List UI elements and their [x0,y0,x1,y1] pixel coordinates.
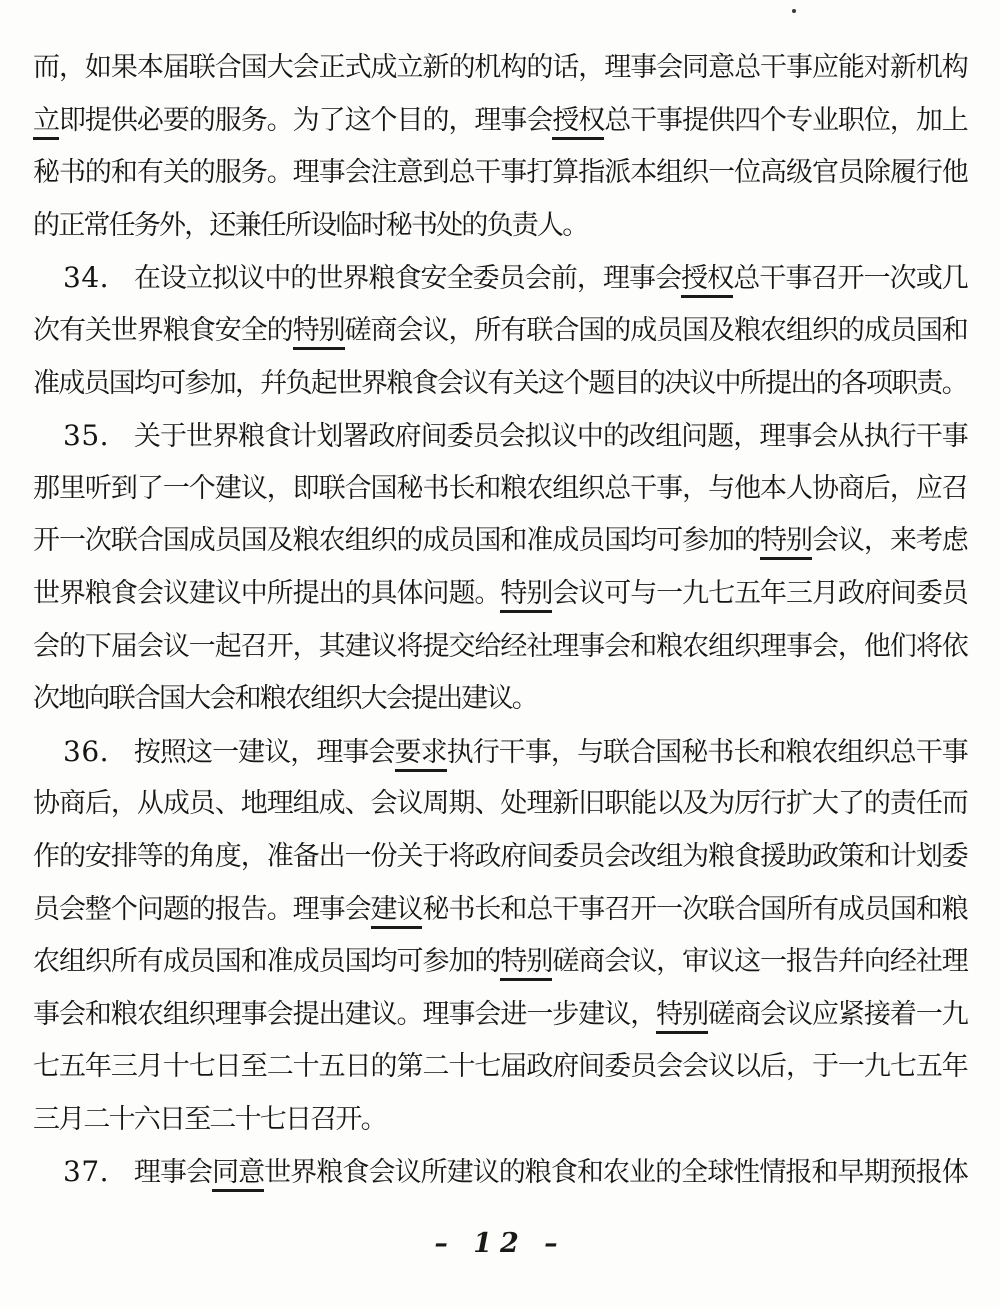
underlined-text: 特别 [293,315,345,350]
text-line [33,884,967,937]
underlined-text: 特别 [500,946,552,981]
paragraph-number: 37. [63,1155,110,1189]
text-segment: 关于世界粮食计划署政府间委员会拟议中的改组问题，理事会从执行干事 [133,421,967,453]
text-line [33,1041,967,1094]
text-segment: 会议可与一九七五年三月政府间委员 [552,577,967,609]
text-segment: 的正常任务外，还兼任所设临时秘书处的负责人。 [33,209,588,241]
text-segment: 协商后，从成员、地理组成、会议周期、处理新旧职能以及为厉行扩大了的责任而 [33,788,967,820]
underlined-text: 特别 [500,578,552,613]
text-line [33,831,967,884]
page-number: – 12 – [434,1228,566,1259]
text-line [33,358,967,411]
text-segment: 而，如果本届联合国大会正式成立新的机构的话，理事会同意总干事应能对新机构 [33,52,967,83]
text-line [33,305,967,358]
text-segment: 磋商会议应紧接着一九 [708,998,967,1030]
text-line [33,778,967,831]
underlined-text: 立 [33,105,59,140]
underlined-text: 特别 [760,525,812,560]
text-segment: 事会和粮农组织理事会提出建议。理事会进一步建议， [33,998,657,1030]
text-line [33,200,967,253]
text-segment: 理事会 [133,1157,213,1189]
text-segment: 世界粮食会议所建议的粮食和农业的全球性情报和早期预报体 [264,1157,967,1189]
text-segment: 秘书长和总干事召开一次联合国所有成员国和粮 [422,893,967,925]
text-line [33,936,967,989]
underlined-text: 特别 [656,999,708,1034]
text-line [33,673,967,726]
text-segment: 执行干事，与联合国秘书长和粮农组织总干事 [446,736,968,768]
scan-artifact-dot [792,9,796,13]
text-segment: 次有关世界粮食安全的 [33,314,293,346]
text-line [33,989,967,1042]
text-segment: 次地向联合国大会和粮农组织大会提出建议。 [33,683,537,715]
text-segment: 磋商会议，审议这一报告幷向经社理 [552,946,967,978]
underlined-text: 建议 [371,894,423,929]
underlined-text: 授权 [681,263,733,298]
text-line [33,95,967,148]
text-segment: 农组织所有成员国和准成员国均可参加的 [33,946,501,978]
underlined-text: 授权 [552,105,604,140]
document-text [33,42,967,1199]
text-line [33,568,967,621]
text-line [33,621,967,674]
text-segment: 磋商会议，所有联合国的成员国及粮农组织的成员国和 [344,314,967,346]
text-segment: 员会整个问题的报告。理事会 [33,893,371,925]
text-line [33,252,967,305]
text-segment: 作的安排等的角度，准备出一份关于将政府间委员会改组为粮食援助政策和计划委 [33,840,967,872]
text-segment: 秘书的和有关的服务。理事会注意到总干事打算指派本组织一位高级官员除履行他 [33,157,967,189]
text-line [33,42,967,95]
text-segment: 会的下届会议一起召开，其建议将提交给经社理事会和粮农组织理事会，他们将依 [33,630,967,662]
text-segment: 准成员国均可参加，幷负起世界粮食会议有关这个题目的决议中所提出的各项职责。 [33,367,967,399]
text-line [33,515,967,568]
paragraph-number: 36. [63,734,110,768]
underlined-text: 要求 [395,737,447,772]
text-line [33,410,967,463]
text-segment: 七五年三月十七日至二十五日的第二十七届政府间委员会会议以后，于一九七五年 [33,1051,967,1083]
text-segment: 在设立拟议中的世界粮食安全委员会前，理事会 [133,263,682,295]
text-segment: 即提供必要的服务。为了这个目的，理事会 [58,104,553,136]
paragraph-number: 34. [63,261,110,295]
text-segment: 那里听到了一个建议，即联合国秘书长和粮农组织总干事，与他本人协商后，应召 [33,472,967,504]
text-line [33,1146,967,1199]
text-segment: 总干事提供四个专业职位，加上 [604,104,967,136]
text-segment: 总干事召开一次或几 [733,263,967,295]
text-line [33,1094,967,1147]
text-segment: 会议，来考虑 [811,525,967,557]
paragraph-number: 35. [63,419,110,453]
text-segment: 按照这一建议，理事会 [133,736,395,768]
underlined-text: 同意 [212,1157,264,1192]
text-line [33,726,967,779]
text-segment: 世界粮食会议建议中所提出的具体问题。 [33,577,501,609]
text-segment: 三月二十六日至二十七日召开。 [33,1103,386,1135]
text-line [33,463,967,516]
text-line [33,147,967,200]
text-segment: 开一次联合国成员国及粮农组织的成员国和准成员国均可参加的 [33,525,761,557]
